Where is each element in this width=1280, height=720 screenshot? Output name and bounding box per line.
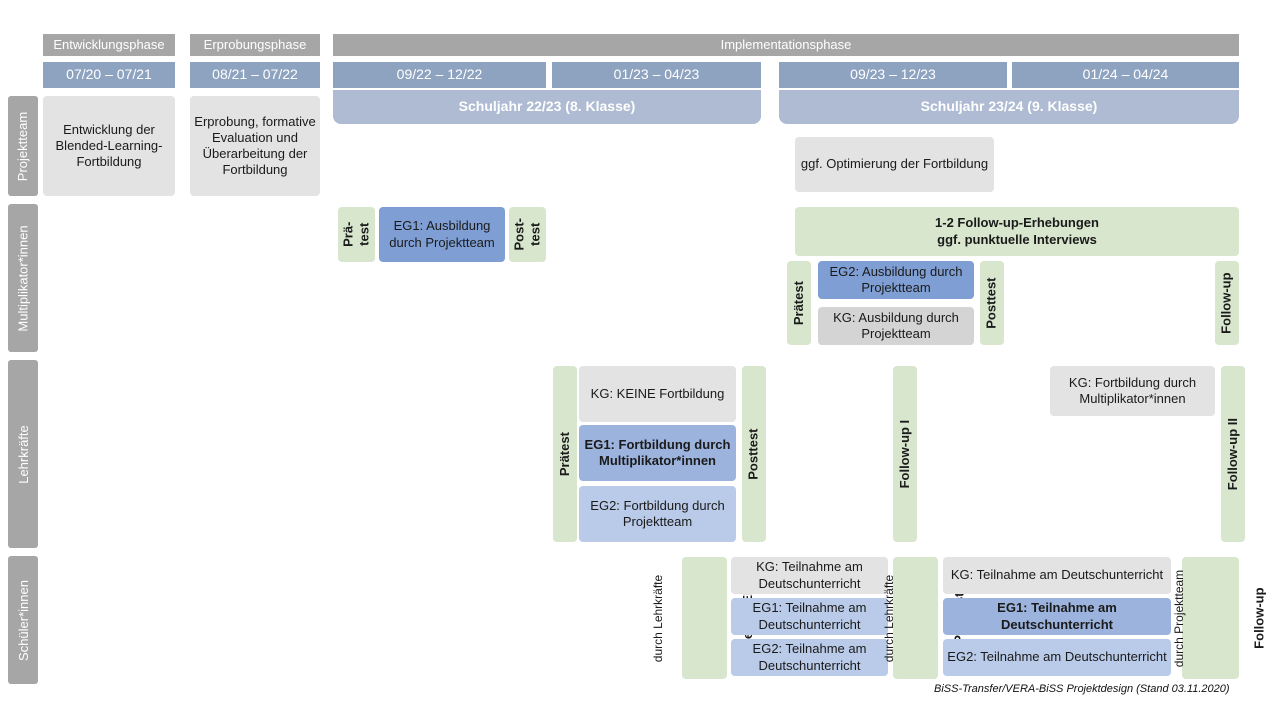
- lehrkraefte-pretest-text: Prätest: [556, 431, 572, 477]
- row-label-projektteam: [8, 96, 38, 196]
- row-label-projektteam-text: Projektteam: [15, 111, 31, 181]
- lehrkraefte-posttest-text: Posttest: [745, 428, 761, 480]
- schueler-kg-1: KG: Teilnahme am Deutschunterricht: [731, 557, 888, 594]
- lehrkraefte-eg2: EG2: Fortbildung durch Projektteam: [579, 486, 736, 542]
- multiplikatoren-followup-banner-line2: ggf. punktuelle Interviews: [937, 231, 1097, 247]
- schueler-pretest-vera-sub: durch Lehrkräfte: [650, 574, 665, 662]
- multiplikatoren-posttest-2: [980, 261, 1004, 345]
- multiplikatoren-kg-training: KG: Ausbildung durch Projektteam: [818, 307, 974, 345]
- date-bar-0923-1223: 09/23 – 12/23: [779, 62, 1007, 88]
- lehrkraefte-eg1: EG1: Fortbildung durch Multiplikator*innen: [579, 425, 736, 481]
- lehrkraefte-followup-2: [1221, 366, 1245, 542]
- lehrkraefte-followup-2-text: Follow-up II: [1224, 417, 1240, 491]
- multiplikatoren-eg1-training: EG1: Ausbildung durch Projektteam: [379, 207, 505, 262]
- projektteam-optimization-box: ggf. Optimierung der Fortbildung: [795, 137, 994, 192]
- multiplikatoren-pretest-1: [338, 207, 375, 262]
- date-bar-0922-1222: 09/22 – 12/22: [333, 62, 546, 88]
- lehrkraefte-followup-1-text: Follow-up I: [896, 419, 912, 489]
- row-label-schueler-text: Schüler*innen: [15, 579, 31, 661]
- phase-header-erprobungsphase: Erprobungsphase: [190, 34, 320, 56]
- projektteam-development-box: Entwicklung der Blended-Learning-Fortbildung: [43, 96, 175, 196]
- schueler-eg1-2: EG1: Teilnahme am Deutschunterricht: [943, 598, 1171, 635]
- school-year-2223-band: Schuljahr 22/23 (8. Klasse): [333, 90, 761, 124]
- schueler-followup-sub: durch Projektteam: [1172, 569, 1187, 667]
- school-year-2324-band: Schuljahr 23/24 (9. Klasse): [779, 90, 1239, 124]
- schueler-posttest: [882, 557, 938, 679]
- date-bar-0720-0721: 07/20 – 07/21: [43, 62, 175, 88]
- date-bar-0821-0722: 08/21 – 07/22: [190, 62, 320, 88]
- multiplikatoren-followup-text: Follow-up: [1218, 272, 1234, 334]
- schueler-followup: [1172, 557, 1267, 679]
- multiplikatoren-posttest-1-text: Post-test: [511, 218, 543, 251]
- multiplikatoren-posttest-2-text: Posttest: [983, 277, 999, 329]
- date-bar-0123-0423: 01/23 – 04/23: [552, 62, 761, 88]
- multiplikatoren-followup: [1215, 261, 1239, 345]
- lehrkraefte-followup-1: [893, 366, 917, 542]
- multiplikatoren-posttest-1: [509, 207, 546, 262]
- lehrkraefte-posttest: [742, 366, 766, 542]
- row-label-lehrkraefte: [8, 360, 38, 548]
- row-label-multiplikatoren-text: Multiplikator*innen: [15, 224, 31, 332]
- schueler-pretest-vera: [650, 557, 727, 679]
- schueler-eg1-1: EG1: Teilnahme am Deutschunterricht: [731, 598, 888, 635]
- multiplikatoren-pretest-1-text: Prä-test: [340, 221, 372, 248]
- schueler-eg2-2: EG2: Teilnahme am Deutschunterricht: [943, 639, 1171, 676]
- lehrkraefte-kg-multi: KG: Fortbildung durch Multiplikator*innen: [1050, 366, 1215, 416]
- schueler-posttest-sub: durch Lehrkräfte: [882, 574, 897, 662]
- schueler-kg-2: KG: Teilnahme am Deutschunterricht: [943, 557, 1171, 594]
- multiplikatoren-eg2-training: EG2: Ausbildung durch Projektteam: [818, 261, 974, 299]
- schueler-followup-main: Follow-up: [1251, 587, 1267, 649]
- lehrkraefte-kg-none: KG: KEINE Fortbildung: [579, 366, 736, 422]
- row-label-multiplikatoren: [8, 204, 38, 352]
- school-year-2223-group: [333, 62, 761, 124]
- multiplikatoren-followup-banner: [795, 207, 1239, 256]
- school-year-2324-group: [779, 62, 1239, 124]
- phase-header-entwicklungsphase: Entwicklungsphase: [43, 34, 175, 56]
- multiplikatoren-pretest-2-text: Prätest: [790, 280, 806, 326]
- date-bar-0124-0424: 01/24 – 04/24: [1012, 62, 1239, 88]
- schueler-eg2-1: EG2: Teilnahme am Deutschunterricht: [731, 639, 888, 676]
- multiplikatoren-followup-banner-line1: 1-2 Follow-up-Erhebungen: [935, 215, 1099, 231]
- footer-caption: BiSS-Transfer/VERA-BiSS Projektdesign (Stand 03.11.2020): [934, 683, 1230, 695]
- projektteam-trial-box: Erprobung, formative Evaluation und Überarbeitung der Fortbildung: [190, 96, 320, 196]
- multiplikatoren-pretest-2: [787, 261, 811, 345]
- lehrkraefte-pretest: [553, 366, 577, 542]
- phase-header-implementationsphase: Implementationsphase: [333, 34, 1239, 56]
- row-label-schueler: [8, 556, 38, 684]
- row-label-lehrkraefte-text: Lehrkräfte: [15, 424, 31, 484]
